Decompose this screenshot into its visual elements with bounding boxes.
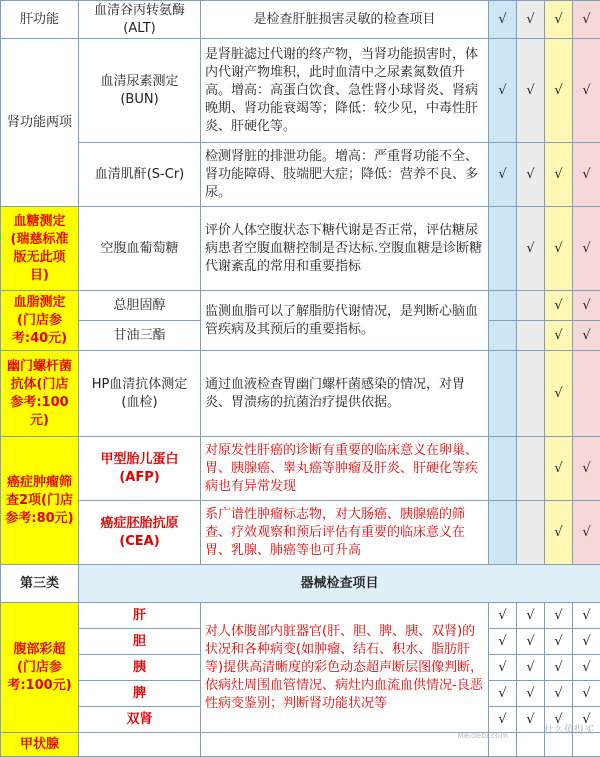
mark-cell: √ (573, 321, 600, 351)
mark-cell: √ (517, 681, 545, 707)
item-cea: 癌症胚胎抗原(CEA) (79, 501, 201, 565)
mark-cell: √ (545, 143, 573, 207)
item-organ: 肝 (79, 603, 201, 629)
desc-bun: 是肾脏滤过代谢的终产物，当肾功能损害时，体内代谢产物堆积，此时血清中之尿素氮数值升高。增高：高蛋白饮食、急性肾小球肾炎、肾病晚期、肾功能衰竭等；降低：较少见，中毒性肝炎、肝硬化等。 (201, 39, 489, 143)
mark-cell: √ (517, 655, 545, 681)
item-triglyceride: 甘油三酯 (79, 321, 201, 351)
mark-cell: √ (545, 603, 573, 629)
mark-cell: √ (545, 291, 573, 321)
table-row-afp (1, 437, 600, 501)
mark-cell: √ (517, 207, 545, 291)
section-title: 器械检查项目 (79, 565, 600, 603)
mark-cell: √ (573, 629, 600, 655)
mark-cell: √ (573, 207, 600, 291)
category-hp: 幽门螺杆菌抗体(门店参考:100元) (1, 351, 79, 437)
item-bun: 血清尿素测定(BUN) (79, 39, 201, 143)
mark-cell: √ (545, 437, 573, 501)
mark-cell: √ (489, 655, 517, 681)
item-organ: 胰 (79, 655, 201, 681)
section-header-row (1, 565, 600, 603)
mark-cell: √ (573, 501, 600, 565)
mark-cell (489, 437, 517, 501)
mark-cell: √ (489, 707, 517, 733)
mark-cell: √ (489, 681, 517, 707)
mark-cell: √ (573, 437, 600, 501)
mark-cell: √ (573, 655, 600, 681)
mark-cell: √ (489, 603, 517, 629)
mark-cell (489, 321, 517, 351)
category-liver: 肝功能 (1, 1, 79, 39)
desc-lipid: 监测血脂可以了解脂肪代谢情况，是判断心脑血管疾病及其预后的重要指标。 (201, 291, 489, 351)
mark-cell (489, 207, 517, 291)
item-cholesterol: 总胆固醇 (79, 291, 201, 321)
mark-cell (517, 321, 545, 351)
mark-cell: √ (573, 707, 600, 733)
item-afp: 甲型胎儿蛋白(AFP) (79, 437, 201, 501)
mark-cell (517, 291, 545, 321)
mark-cell: √ (573, 1, 600, 39)
mark-cell (517, 437, 545, 501)
mark-cell (489, 501, 517, 565)
desc-ultrasound: 对人体腹部内脏器官(肝、胆、脾、胰、双肾)的状况和各种病变(如肿瘤、结石、积水、脂肪肝等)提供高清晰度的彩色动态超声断层图像判断，依病灶周围血管情况、病灶内血流血供情况-良恶性病变鉴别；判断肾功能状况等 (201, 603, 489, 733)
category-ultrasound: 腹部彩超(门店参考:100元) (1, 603, 79, 733)
watermark: 什么值得买 (544, 721, 594, 736)
mark-cell (573, 733, 600, 757)
item-organ: 双肾 (79, 707, 201, 733)
mark-cell: √ (545, 39, 573, 143)
mark-cell (489, 351, 517, 437)
mark-cell: √ (545, 351, 573, 437)
mark-cell (517, 501, 545, 565)
mark-cell: √ (517, 603, 545, 629)
mark-cell (517, 733, 545, 757)
mark-cell: √ (545, 629, 573, 655)
mark-cell: √ (573, 39, 600, 143)
desc-hp: 通过血液检查胃幽门螺杆菌感染的情况，对胃炎、胃溃疡的抗菌治疗提供依据。 (201, 351, 489, 437)
desc-alt: 是检查肝脏损害灵敏的检查项目 (201, 1, 489, 39)
desc-cea: 系广谱性肿瘤标志物，对大肠癌、胰腺癌的筛查、疗效观察和预后评估有重要的临床意义在胃、乳腺、肺癌等也可升高 (201, 501, 489, 565)
mark-cell: √ (489, 1, 517, 39)
mark-cell: √ (573, 681, 600, 707)
desc-scr: 检测肾脏的排泄功能。增高：严重肾功能不全、肾功能障碍、肢端肥大症；降低：营养不良、多尿。 (201, 143, 489, 207)
mark-cell: √ (517, 1, 545, 39)
mark-cell: √ (489, 629, 517, 655)
watermark-sub: Meidebi.com (457, 731, 508, 740)
section-label: 第三类 (1, 565, 79, 603)
mark-cell (573, 351, 600, 437)
category-lipid: 血脂测定(门店参考:40元) (1, 291, 79, 351)
mark-cell: √ (545, 681, 573, 707)
item-alt: 血清谷丙转氨酶(ALT) (79, 1, 201, 39)
mark-cell: √ (517, 707, 545, 733)
mark-cell: √ (545, 321, 573, 351)
table-row-bun (1, 39, 600, 143)
mark-cell: √ (489, 143, 517, 207)
mark-cell: √ (545, 501, 573, 565)
item-organ: 脾 (79, 681, 201, 707)
mark-cell (517, 351, 545, 437)
mark-cell: √ (517, 143, 545, 207)
mark-cell: √ (573, 143, 600, 207)
category-glucose: 血糖测定(瑞慈标准版无此项目) (1, 207, 79, 291)
table-row-glucose (1, 207, 600, 291)
desc-afp: 对原发性肝癌的诊断有重要的临床意义在卵巢、胃、胰腺癌、睾丸癌等肿瘤及肝炎、肝硬化等疾病也有异常发现 (201, 437, 489, 501)
mark-cell: √ (517, 629, 545, 655)
desc-glucose: 评价人体空腹状态下糖代谢是否正常，评估糖尿病患者空腹血糖控制是否达标.空腹血糖是诊断糖代谢紊乱的常用和重要指标 (201, 207, 489, 291)
item-scr: 血清肌酐(S-Cr) (79, 143, 201, 207)
mark-cell (489, 291, 517, 321)
table-row-thyroid (1, 733, 600, 757)
table-row-cholesterol (1, 291, 600, 321)
table-row-liver (1, 1, 600, 39)
table-row-ultrasound-liver (1, 603, 600, 629)
mark-cell: √ (573, 291, 600, 321)
mark-cell: √ (545, 707, 573, 733)
category-kidney: 肾功能两项 (1, 39, 79, 207)
item-organ: 胆 (79, 629, 201, 655)
table-row-scr (1, 143, 600, 207)
mark-cell: √ (545, 1, 573, 39)
item-hp: HP血清抗体测定(血检) (79, 351, 201, 437)
table-row-cea (1, 501, 600, 565)
mark-cell: √ (545, 655, 573, 681)
mark-cell (545, 733, 573, 757)
item-empty (79, 733, 201, 757)
desc-empty (201, 733, 489, 757)
mark-cell: √ (545, 207, 573, 291)
mark-cell: √ (489, 39, 517, 143)
item-glucose: 空腹血葡萄糖 (79, 207, 201, 291)
category-tumor: 癌症肿瘤筛查2项(门店参考:80元) (1, 437, 79, 565)
mark-cell: √ (573, 603, 600, 629)
mark-cell: √ (517, 39, 545, 143)
table-row-hp (1, 351, 600, 437)
category-thyroid: 甲状腺 (1, 733, 79, 757)
